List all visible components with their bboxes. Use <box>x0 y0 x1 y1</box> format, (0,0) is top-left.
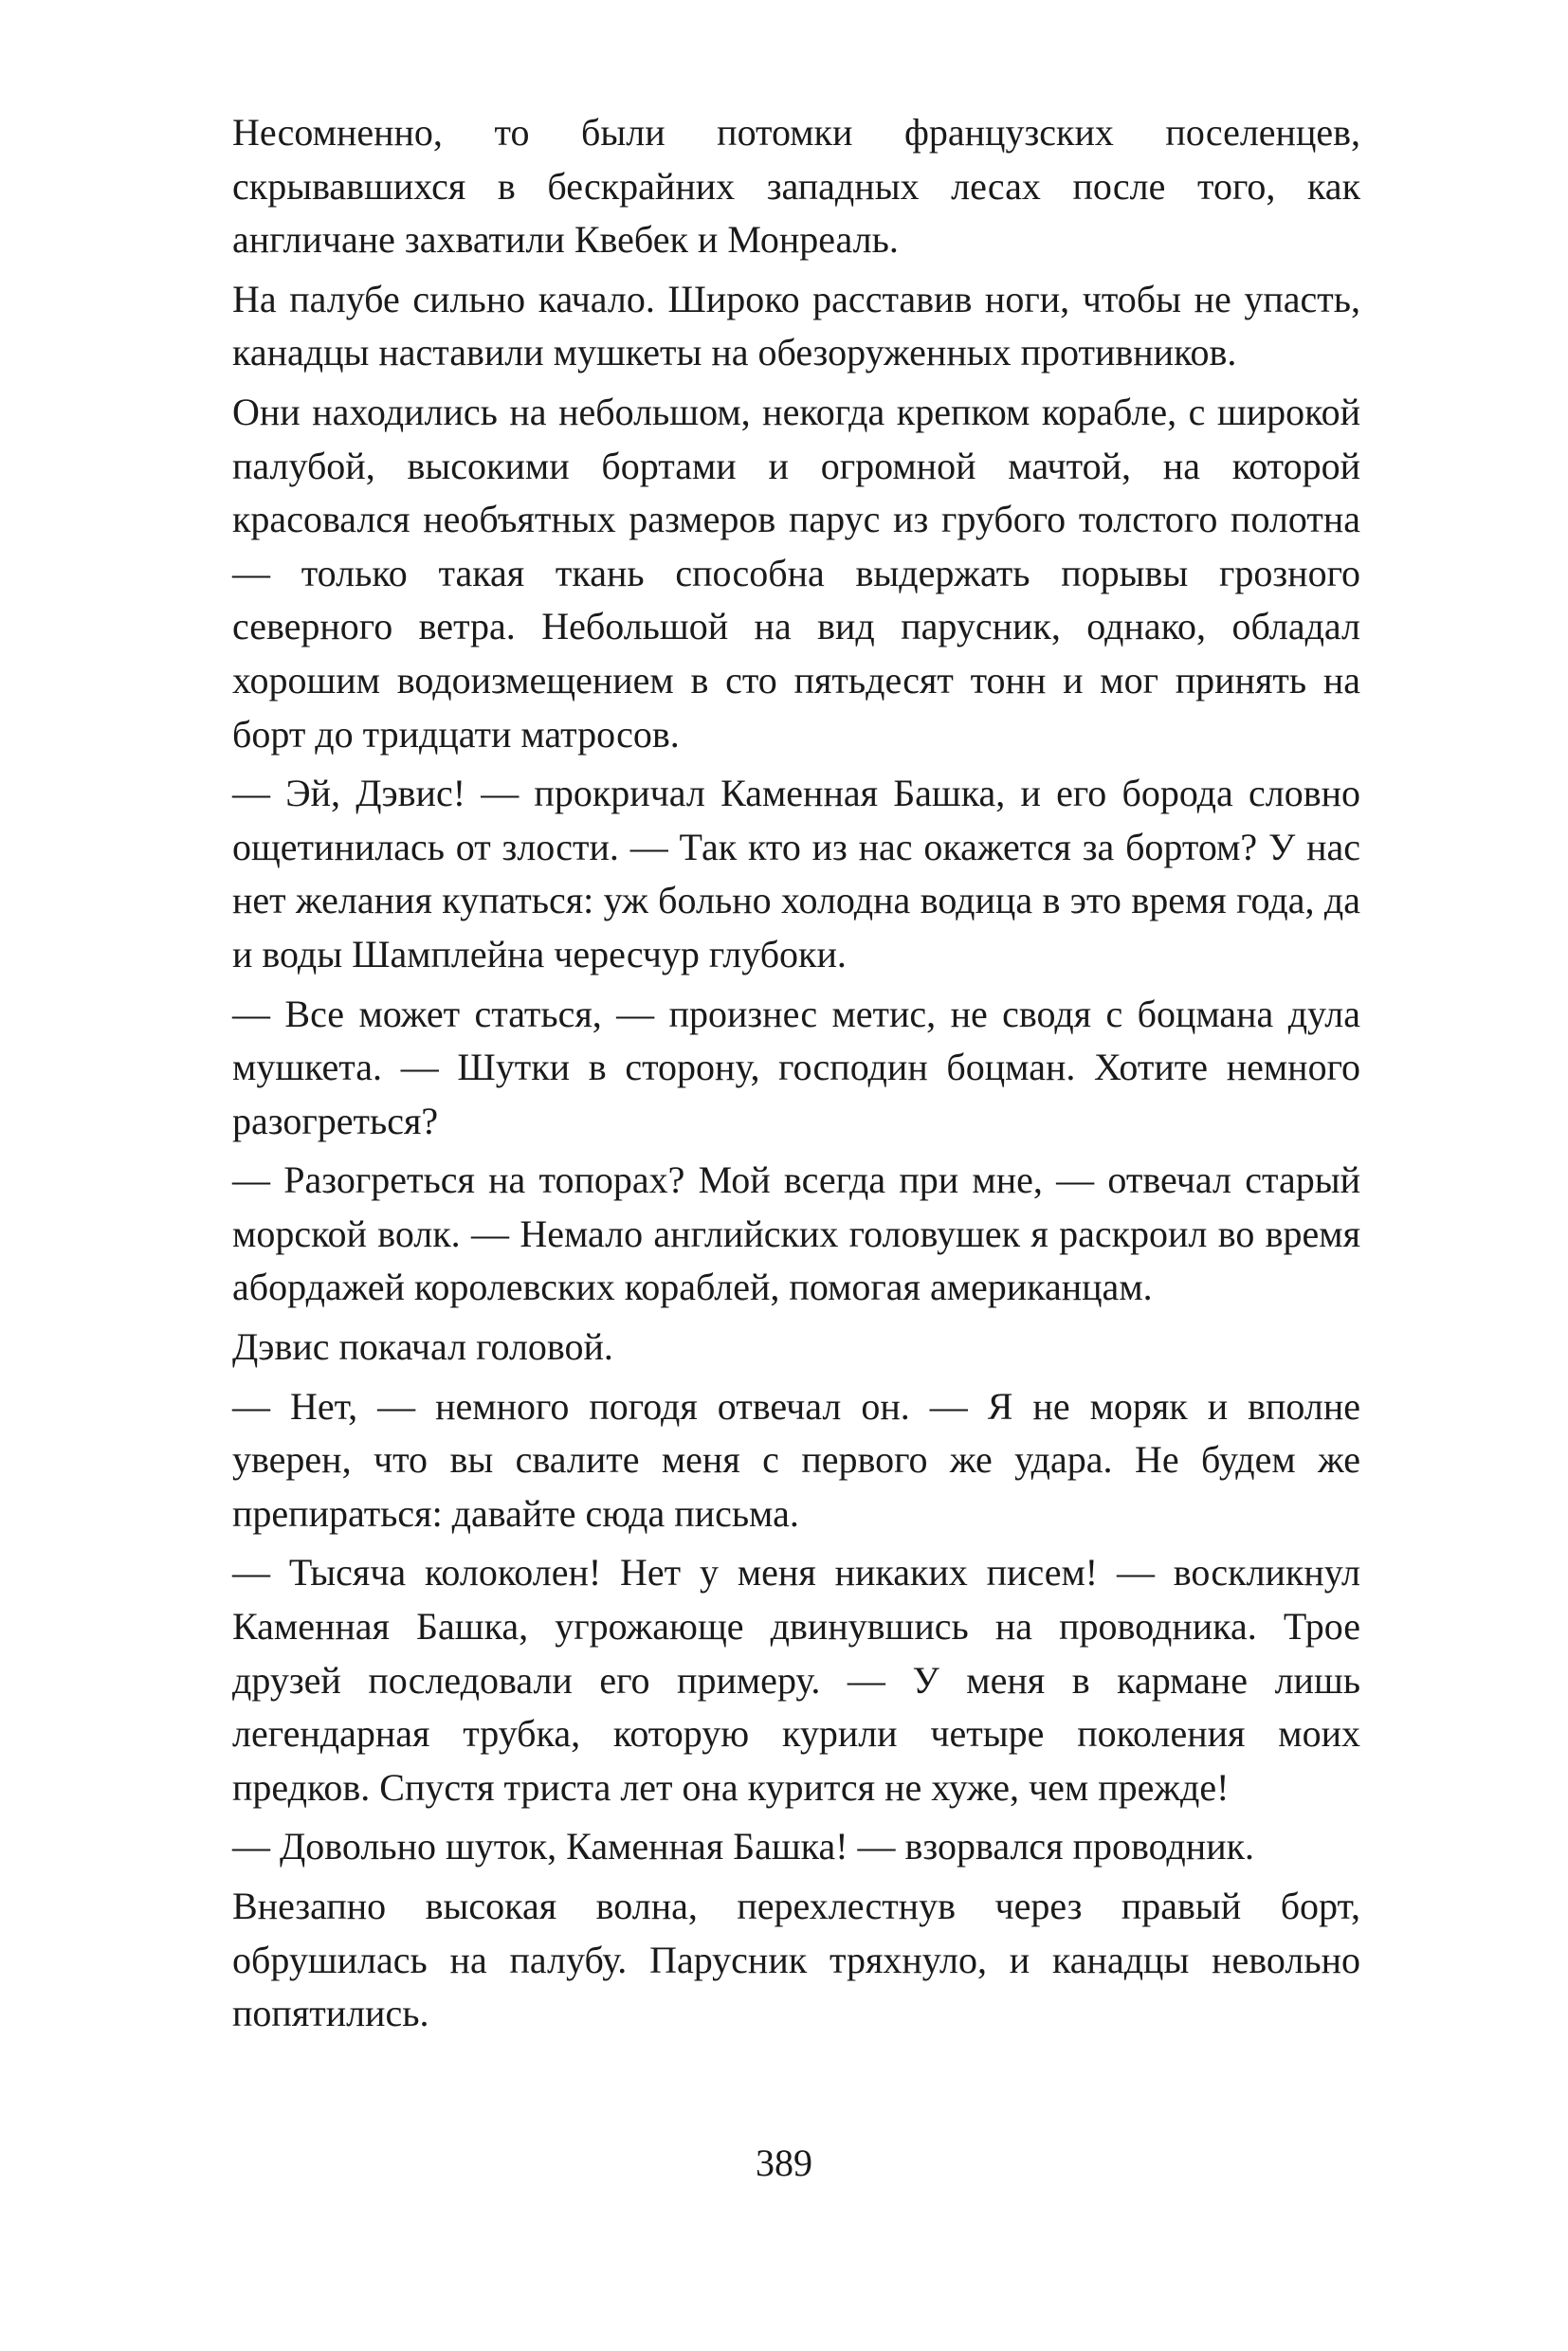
paragraph: — Нет, — немного погодя отвечал он. — Я не моряк и вполне уверен, что вы свалите меня с первого же удара. Не будем же препираться: давайте сюда письма. <box>232 1384 1360 1535</box>
paragraph: Они находились на небольшом, некогда крепком корабле, с широкой палубой, высокими бортами и огромной мачтой, на которой красовался необъятных размеров парус из грубого толстого полотна — только такая ткань способна выдержать порывы грозного северного ветра. Небольшой на вид парусник, однако, обладал хорошим водоизмещением в сто пятьдесят тонн и мог принять на борт до тридцати матросов. <box>232 390 1360 756</box>
paragraph: Несомненно, то были потомки французских поселенцев, скрывавшихся в бескрайних западных лесах после того, как англичане захватили Квебек и Монреаль. <box>232 111 1360 262</box>
paragraph: Дэвис покачал головой. <box>232 1325 613 1369</box>
paragraph: — Тысяча колоколен! Нет у меня никаких писем! — воскликнул Каменная Башка, угрожающе двинувшись на проводника. Трое друзей последовали его примеру. — У меня в кармане лишь легендарная трубка, которую курили четыре поколения моих предков. Спустя триста лет она курится не хуже, чем прежде! <box>232 1551 1360 1809</box>
paragraph: — Довольно шуток, Каменная Башка! — взорвался проводник. <box>232 1825 1255 1868</box>
page-number: 389 <box>756 2141 812 2184</box>
paragraph: — Все может статься, — произнес метис, не сводя с боцмана дула мушкета. — Шутки в сторону, господин боцман. Хотите немного разогреться? <box>232 992 1360 1142</box>
paragraph: На палубе сильно качало. Широко расставив ноги, чтобы не упасть, канадцы наставили мушкеты на обезоруженных противников. <box>232 277 1360 374</box>
paragraph: — Эй, Дэвис! — прокричал Каменная Башка, и его борода словно ощетинилась от злости. — Так кто из нас окажется за бортом? У нас нет желания купаться: уж больно холодна водица в это время года, да и воды Шамплейна чересчур глубоки. <box>232 772 1360 975</box>
paragraph: Внезапно высокая волна, перехлестнув через правый борт, обрушилась на палубу. Парусник тряхнуло, и канадцы невольно попятились. <box>232 1885 1360 2035</box>
paragraph: — Разогреться на топорах? Мой всегда при мне, — отвечал старый морской волк. — Немало английских головушек я раскроил во время абордажей королевских кораблей, помогая американцам. <box>232 1158 1360 1309</box>
body-text <box>232 106 1360 2041</box>
